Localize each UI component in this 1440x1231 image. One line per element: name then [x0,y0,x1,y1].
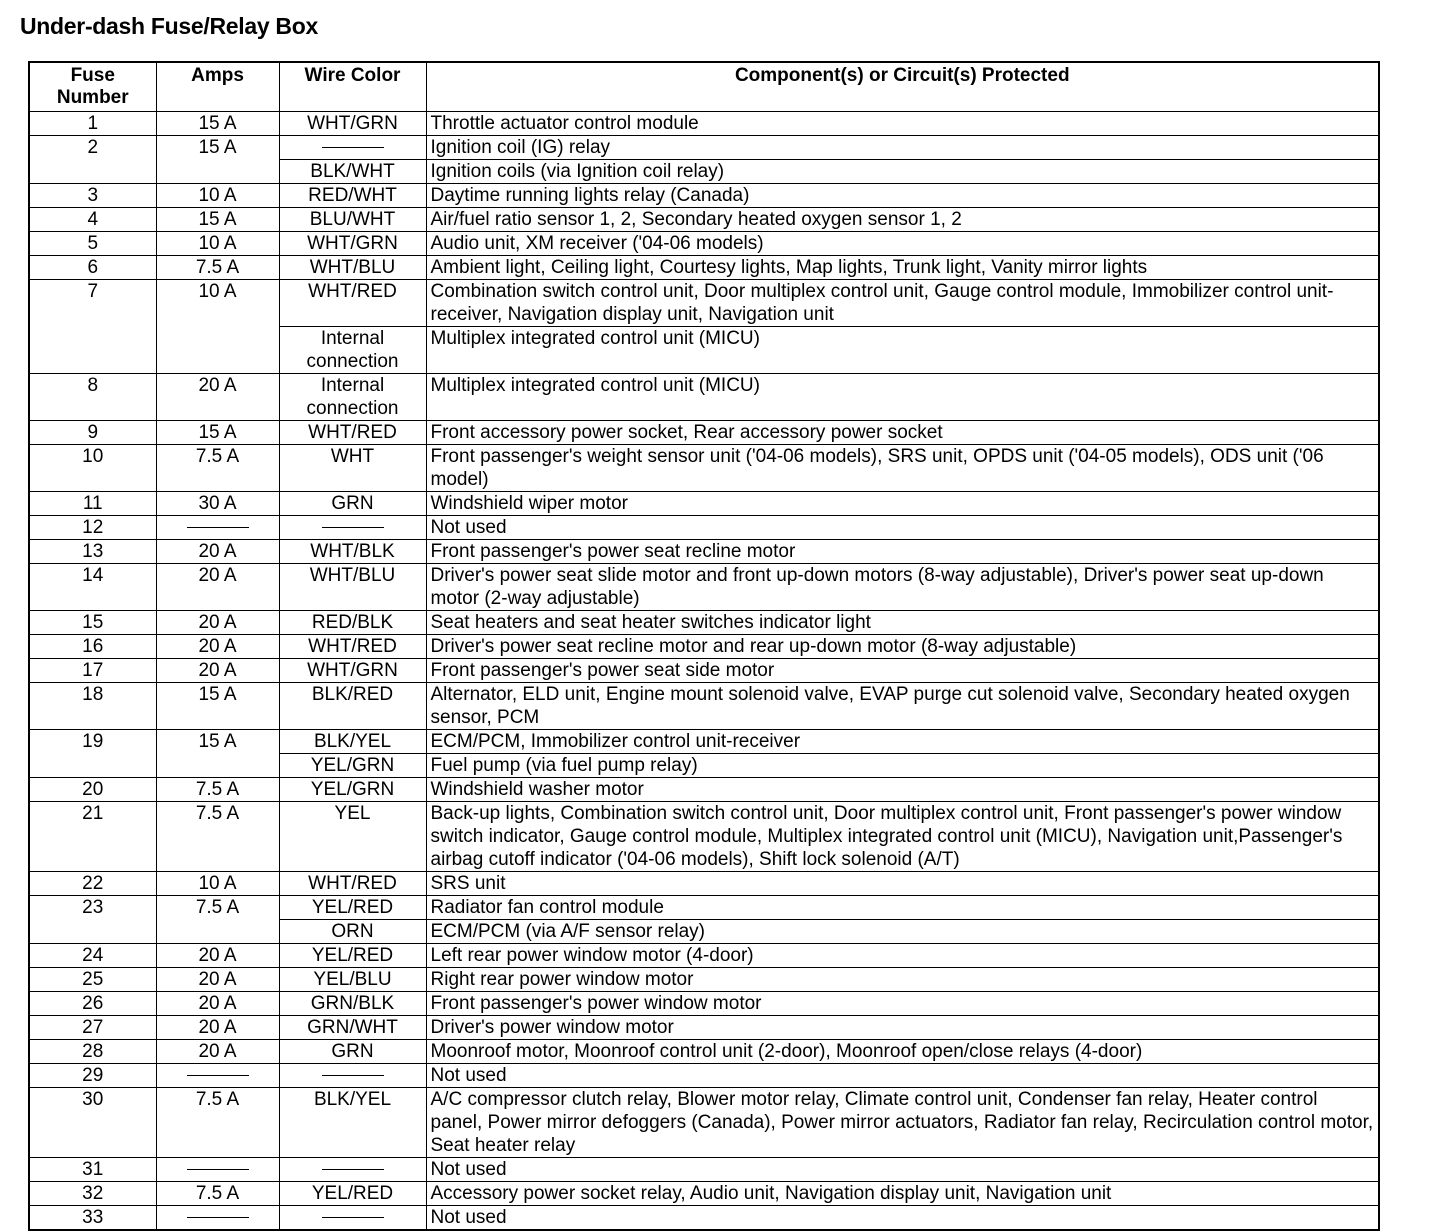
component-protected: Fuel pump (via fuel pump relay) [426,754,1379,778]
wire-color: BLU/WHT [279,208,426,232]
header-components: Component(s) or Circuit(s) Protected [426,62,1379,112]
fuse-number: 33 [29,1206,156,1231]
wire-color: GRN [279,492,426,516]
fuse-row [29,683,1379,730]
component-protected: Driver's power window motor [426,1016,1379,1040]
fuse-amps: 20 A [156,374,279,421]
component-protected: Ignition coil (IG) relay [426,136,1379,160]
wire-color: WHT/RED [279,635,426,659]
fuse-number: 17 [29,659,156,683]
fuse-number: 12 [29,516,156,540]
component-protected: Left rear power window motor (4-door) [426,944,1379,968]
component-protected: Front passenger's power seat recline motor [426,540,1379,564]
fuse-table [28,61,1380,1231]
blank-rule [322,147,384,148]
fuse-row [29,968,1379,992]
component-protected: Front passenger's power window motor [426,992,1379,1016]
fuse-amps: 15 A [156,136,279,184]
fuse-amps: 20 A [156,635,279,659]
fuse-number: 16 [29,635,156,659]
blank-rule [187,527,249,528]
fuse-number: 26 [29,992,156,1016]
fuse-number: 15 [29,611,156,635]
wire-color: WHT [279,445,426,492]
wire-color: WHT/GRN [279,232,426,256]
fuse-amps: 20 A [156,564,279,611]
fuse-row [29,112,1379,136]
wire-color: WHT/BLU [279,256,426,280]
wire-color: YEL/RED [279,896,426,920]
fuse-number: 29 [29,1064,156,1088]
component-protected: Audio unit, XM receiver ('04-06 models) [426,232,1379,256]
header-amps: Amps [156,62,279,112]
component-protected: Driver's power seat slide motor and front up-down motors (8-way adjustable), Driver's power seat up-down motor (2-way adjustable) [426,564,1379,611]
fuse-row [29,635,1379,659]
fuse-row [29,944,1379,968]
fuse-row [29,256,1379,280]
wire-color [279,136,426,160]
component-protected: Back-up lights, Combination switch control unit, Door multiplex control unit, Front passenger's power window switch indicator, Gauge control module, Multiplex integrated control unit (MICU), Navigation unit,Passenger's airbag cutoff indicator ('04-06 models), Shift lock solenoid (A/T) [426,802,1379,872]
fuse-amps [156,516,279,540]
component-protected: Radiator fan control module [426,896,1379,920]
fuse-amps: 15 A [156,730,279,778]
fuse-amps: 7.5 A [156,778,279,802]
wire-color [279,516,426,540]
fuse-number: 3 [29,184,156,208]
component-protected: Air/fuel ratio sensor 1, 2, Secondary heated oxygen sensor 1, 2 [426,208,1379,232]
fuse-amps: 10 A [156,280,279,374]
wire-color: Internal connection [279,327,426,374]
fuse-number: 8 [29,374,156,421]
fuse-number: 21 [29,802,156,872]
fuse-row [29,802,1379,872]
header-wire-color: Wire Color [279,62,426,112]
fuse-row [29,1040,1379,1064]
component-protected: Throttle actuator control module [426,112,1379,136]
component-protected: Multiplex integrated control unit (MICU) [426,327,1379,374]
fuse-number: 7 [29,280,156,374]
fuse-row [29,1088,1379,1158]
fuse-amps: 10 A [156,232,279,256]
component-protected: A/C compressor clutch relay, Blower motor relay, Climate control unit, Condenser fan relay, Heater control panel, Power mirror defoggers (Canada), Power mirror actuators, Radiator fan relay, Recirculation control motor, Seat heater relay [426,1088,1379,1158]
fuse-row [29,992,1379,1016]
wire-color: WHT/GRN [279,112,426,136]
fuse-row [29,492,1379,516]
fuse-number: 19 [29,730,156,778]
header-fuse-number: Fuse Number [29,62,156,112]
wire-color: BLK/RED [279,683,426,730]
fuse-row [29,184,1379,208]
component-protected: Driver's power seat recline motor and rear up-down motor (8-way adjustable) [426,635,1379,659]
fuse-number: 9 [29,421,156,445]
fuse-number: 6 [29,256,156,280]
component-protected: Right rear power window motor [426,968,1379,992]
fuse-amps: 15 A [156,208,279,232]
component-protected: Multiplex integrated control unit (MICU) [426,374,1379,421]
fuse-number: 31 [29,1158,156,1182]
wire-color [279,1158,426,1182]
component-protected: Front passenger's weight sensor unit ('04-06 models), SRS unit, OPDS unit ('04-05 models), ODS unit ('06 model) [426,445,1379,492]
fuse-row [29,564,1379,611]
wire-color: YEL/BLU [279,968,426,992]
fuse-row [29,445,1379,492]
wire-color: Internal connection [279,374,426,421]
fuse-amps: 20 A [156,540,279,564]
wire-color: WHT/RED [279,280,426,327]
wire-color: YEL [279,802,426,872]
fuse-number: 18 [29,683,156,730]
component-protected: Ambient light, Ceiling light, Courtesy lights, Map lights, Trunk light, Vanity mirror lights [426,256,1379,280]
wire-color [279,1064,426,1088]
fuse-row [29,208,1379,232]
component-protected: Not used [426,516,1379,540]
fuse-number: 11 [29,492,156,516]
fuse-row [29,374,1379,421]
fuse-amps: 20 A [156,992,279,1016]
fuse-number: 22 [29,872,156,896]
fuse-amps [156,1206,279,1231]
component-protected: Not used [426,1064,1379,1088]
fuse-amps: 20 A [156,944,279,968]
component-protected: Seat heaters and seat heater switches indicator light [426,611,1379,635]
wire-color: WHT/RED [279,421,426,445]
fuse-number: 10 [29,445,156,492]
component-protected: ECM/PCM (via A/F sensor relay) [426,920,1379,944]
fuse-row [29,659,1379,683]
fuse-amps: 10 A [156,184,279,208]
fuse-row [29,1182,1379,1206]
blank-rule [187,1075,249,1076]
fuse-amps: 10 A [156,872,279,896]
blank-rule [322,1169,384,1170]
fuse-number: 27 [29,1016,156,1040]
blank-rule [322,527,384,528]
fuse-amps: 30 A [156,492,279,516]
component-protected: Ignition coils (via Ignition coil relay) [426,160,1379,184]
header-row [29,62,1379,112]
blank-rule [322,1217,384,1218]
blank-rule [322,1075,384,1076]
wire-color: ORN [279,920,426,944]
fuse-number: 13 [29,540,156,564]
component-protected: Moonroof motor, Moonroof control unit (2-door), Moonroof open/close relays (4-door) [426,1040,1379,1064]
fuse-row [29,1064,1379,1088]
fuse-row [29,232,1379,256]
component-protected: Daytime running lights relay (Canada) [426,184,1379,208]
fuse-amps: 7.5 A [156,445,279,492]
fuse-amps [156,1158,279,1182]
wire-color [279,1206,426,1231]
fuse-row [29,730,1379,754]
wire-color: BLK/YEL [279,1088,426,1158]
component-protected: Front passenger's power seat side motor [426,659,1379,683]
fuse-amps: 20 A [156,1016,279,1040]
fuse-number: 5 [29,232,156,256]
fuse-amps: 20 A [156,968,279,992]
fuse-row [29,1206,1379,1231]
fuse-row [29,540,1379,564]
fuse-table-body [29,112,1379,1231]
component-protected: Combination switch control unit, Door multiplex control unit, Gauge control module, Immobilizer control unit-receiver, Navigation display unit, Navigation unit [426,280,1379,327]
fuse-row [29,516,1379,540]
component-protected: ECM/PCM, Immobilizer control unit-receiver [426,730,1379,754]
wire-color: BLK/WHT [279,160,426,184]
fuse-amps: 7.5 A [156,256,279,280]
component-protected: SRS unit [426,872,1379,896]
fuse-row [29,136,1379,160]
wire-color: YEL/GRN [279,778,426,802]
wire-color: RED/BLK [279,611,426,635]
wire-color: GRN/BLK [279,992,426,1016]
fuse-amps: 7.5 A [156,1088,279,1158]
fuse-number: 30 [29,1088,156,1158]
fuse-amps: 15 A [156,683,279,730]
wire-color: YEL/GRN [279,754,426,778]
fuse-amps: 20 A [156,611,279,635]
fuse-amps: 7.5 A [156,802,279,872]
fuse-number: 24 [29,944,156,968]
fuse-number: 20 [29,778,156,802]
fuse-number: 25 [29,968,156,992]
fuse-row [29,421,1379,445]
component-protected: Windshield washer motor [426,778,1379,802]
fuse-number: 4 [29,208,156,232]
fuse-row [29,280,1379,327]
fuse-number: 23 [29,896,156,944]
fuse-amps: 20 A [156,659,279,683]
component-protected: Not used [426,1158,1379,1182]
fuse-amps [156,1064,279,1088]
fuse-amps: 15 A [156,421,279,445]
fuse-row [29,1158,1379,1182]
component-protected: Front accessory power socket, Rear accessory power socket [426,421,1379,445]
wire-color: GRN/WHT [279,1016,426,1040]
wire-color: GRN [279,1040,426,1064]
component-protected: Accessory power socket relay, Audio unit, Navigation display unit, Navigation unit [426,1182,1379,1206]
wire-color: WHT/BLK [279,540,426,564]
fuse-amps: 20 A [156,1040,279,1064]
wire-color: RED/WHT [279,184,426,208]
fuse-row [29,872,1379,896]
wire-color: WHT/BLU [279,564,426,611]
component-protected: Windshield wiper motor [426,492,1379,516]
fuse-row [29,778,1379,802]
wire-color: YEL/RED [279,944,426,968]
fuse-number: 2 [29,136,156,184]
fuse-amps: 7.5 A [156,896,279,944]
blank-rule [187,1169,249,1170]
fuse-amps: 7.5 A [156,1182,279,1206]
component-protected: Not used [426,1206,1379,1231]
component-protected: Alternator, ELD unit, Engine mount solenoid valve, EVAP purge cut solenoid valve, Secondary heated oxygen sensor, PCM [426,683,1379,730]
wire-color: WHT/RED [279,872,426,896]
fuse-row [29,896,1379,920]
wire-color: BLK/YEL [279,730,426,754]
fuse-number: 28 [29,1040,156,1064]
fuse-row [29,1016,1379,1040]
fuse-number: 1 [29,112,156,136]
wire-color: WHT/GRN [279,659,426,683]
wire-color: YEL/RED [279,1182,426,1206]
page-title: Under-dash Fuse/Relay Box [20,13,318,39]
blank-rule [187,1217,249,1218]
fuse-number: 32 [29,1182,156,1206]
fuse-number: 14 [29,564,156,611]
fuse-row [29,611,1379,635]
fuse-amps: 15 A [156,112,279,136]
